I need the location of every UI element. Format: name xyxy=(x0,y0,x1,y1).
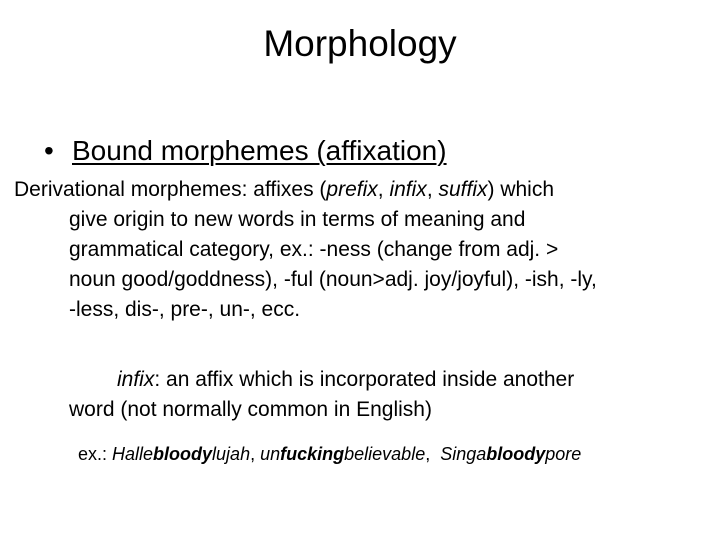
derivational-term: Derivational xyxy=(14,178,125,201)
infix-term: infix xyxy=(389,178,427,201)
example-infix: bloody xyxy=(486,444,546,464)
infix-definition-text: : an affix which is incorporated inside another xyxy=(154,368,575,391)
separator: , xyxy=(250,444,261,464)
examples-prefix: ex.: xyxy=(78,444,113,464)
example-infix: fucking xyxy=(280,444,345,464)
derivational-paragraph xyxy=(14,175,704,325)
example-infix: bloody xyxy=(153,444,213,464)
infix-definition-line xyxy=(0,365,700,395)
infix-definition-term: infix xyxy=(117,368,155,391)
prefix-term: prefix xyxy=(326,178,378,201)
example-part: Halle xyxy=(112,444,154,464)
separator: , xyxy=(425,444,441,464)
infix-definition xyxy=(0,365,700,425)
slide-title: Morphology xyxy=(263,23,457,64)
suffix-term: suffix xyxy=(438,178,488,201)
example-part: Singa xyxy=(440,444,487,464)
example-part: lujah xyxy=(212,444,251,464)
example-part: pore xyxy=(545,444,582,464)
derivational-line: give origin to new words in terms of meaning and xyxy=(69,208,526,231)
bullet-heading xyxy=(44,133,447,169)
separator: , xyxy=(377,178,390,201)
example-part: un xyxy=(260,444,281,464)
derivational-text: morphemes: affixes ( xyxy=(124,178,327,201)
derivational-line xyxy=(14,175,704,205)
bullet-icon: • xyxy=(44,135,54,166)
bullet-heading-text: Bound morphemes (affixation) xyxy=(72,135,447,166)
infix-examples xyxy=(78,441,581,467)
infix-definition-line: word (not normally common in English) xyxy=(69,398,432,421)
derivational-line: grammatical category, ex.: -ness (change from adj. > xyxy=(69,238,559,261)
derivational-text: ) which xyxy=(487,178,555,201)
derivational-line: noun good/goddness), -ful (noun>adj. joy/joyful), -ish, -ly, xyxy=(69,268,597,291)
example-part: believable xyxy=(344,444,426,464)
derivational-line: -less, dis-, pre-, un-, ecc. xyxy=(69,298,301,321)
separator: , xyxy=(426,178,439,201)
